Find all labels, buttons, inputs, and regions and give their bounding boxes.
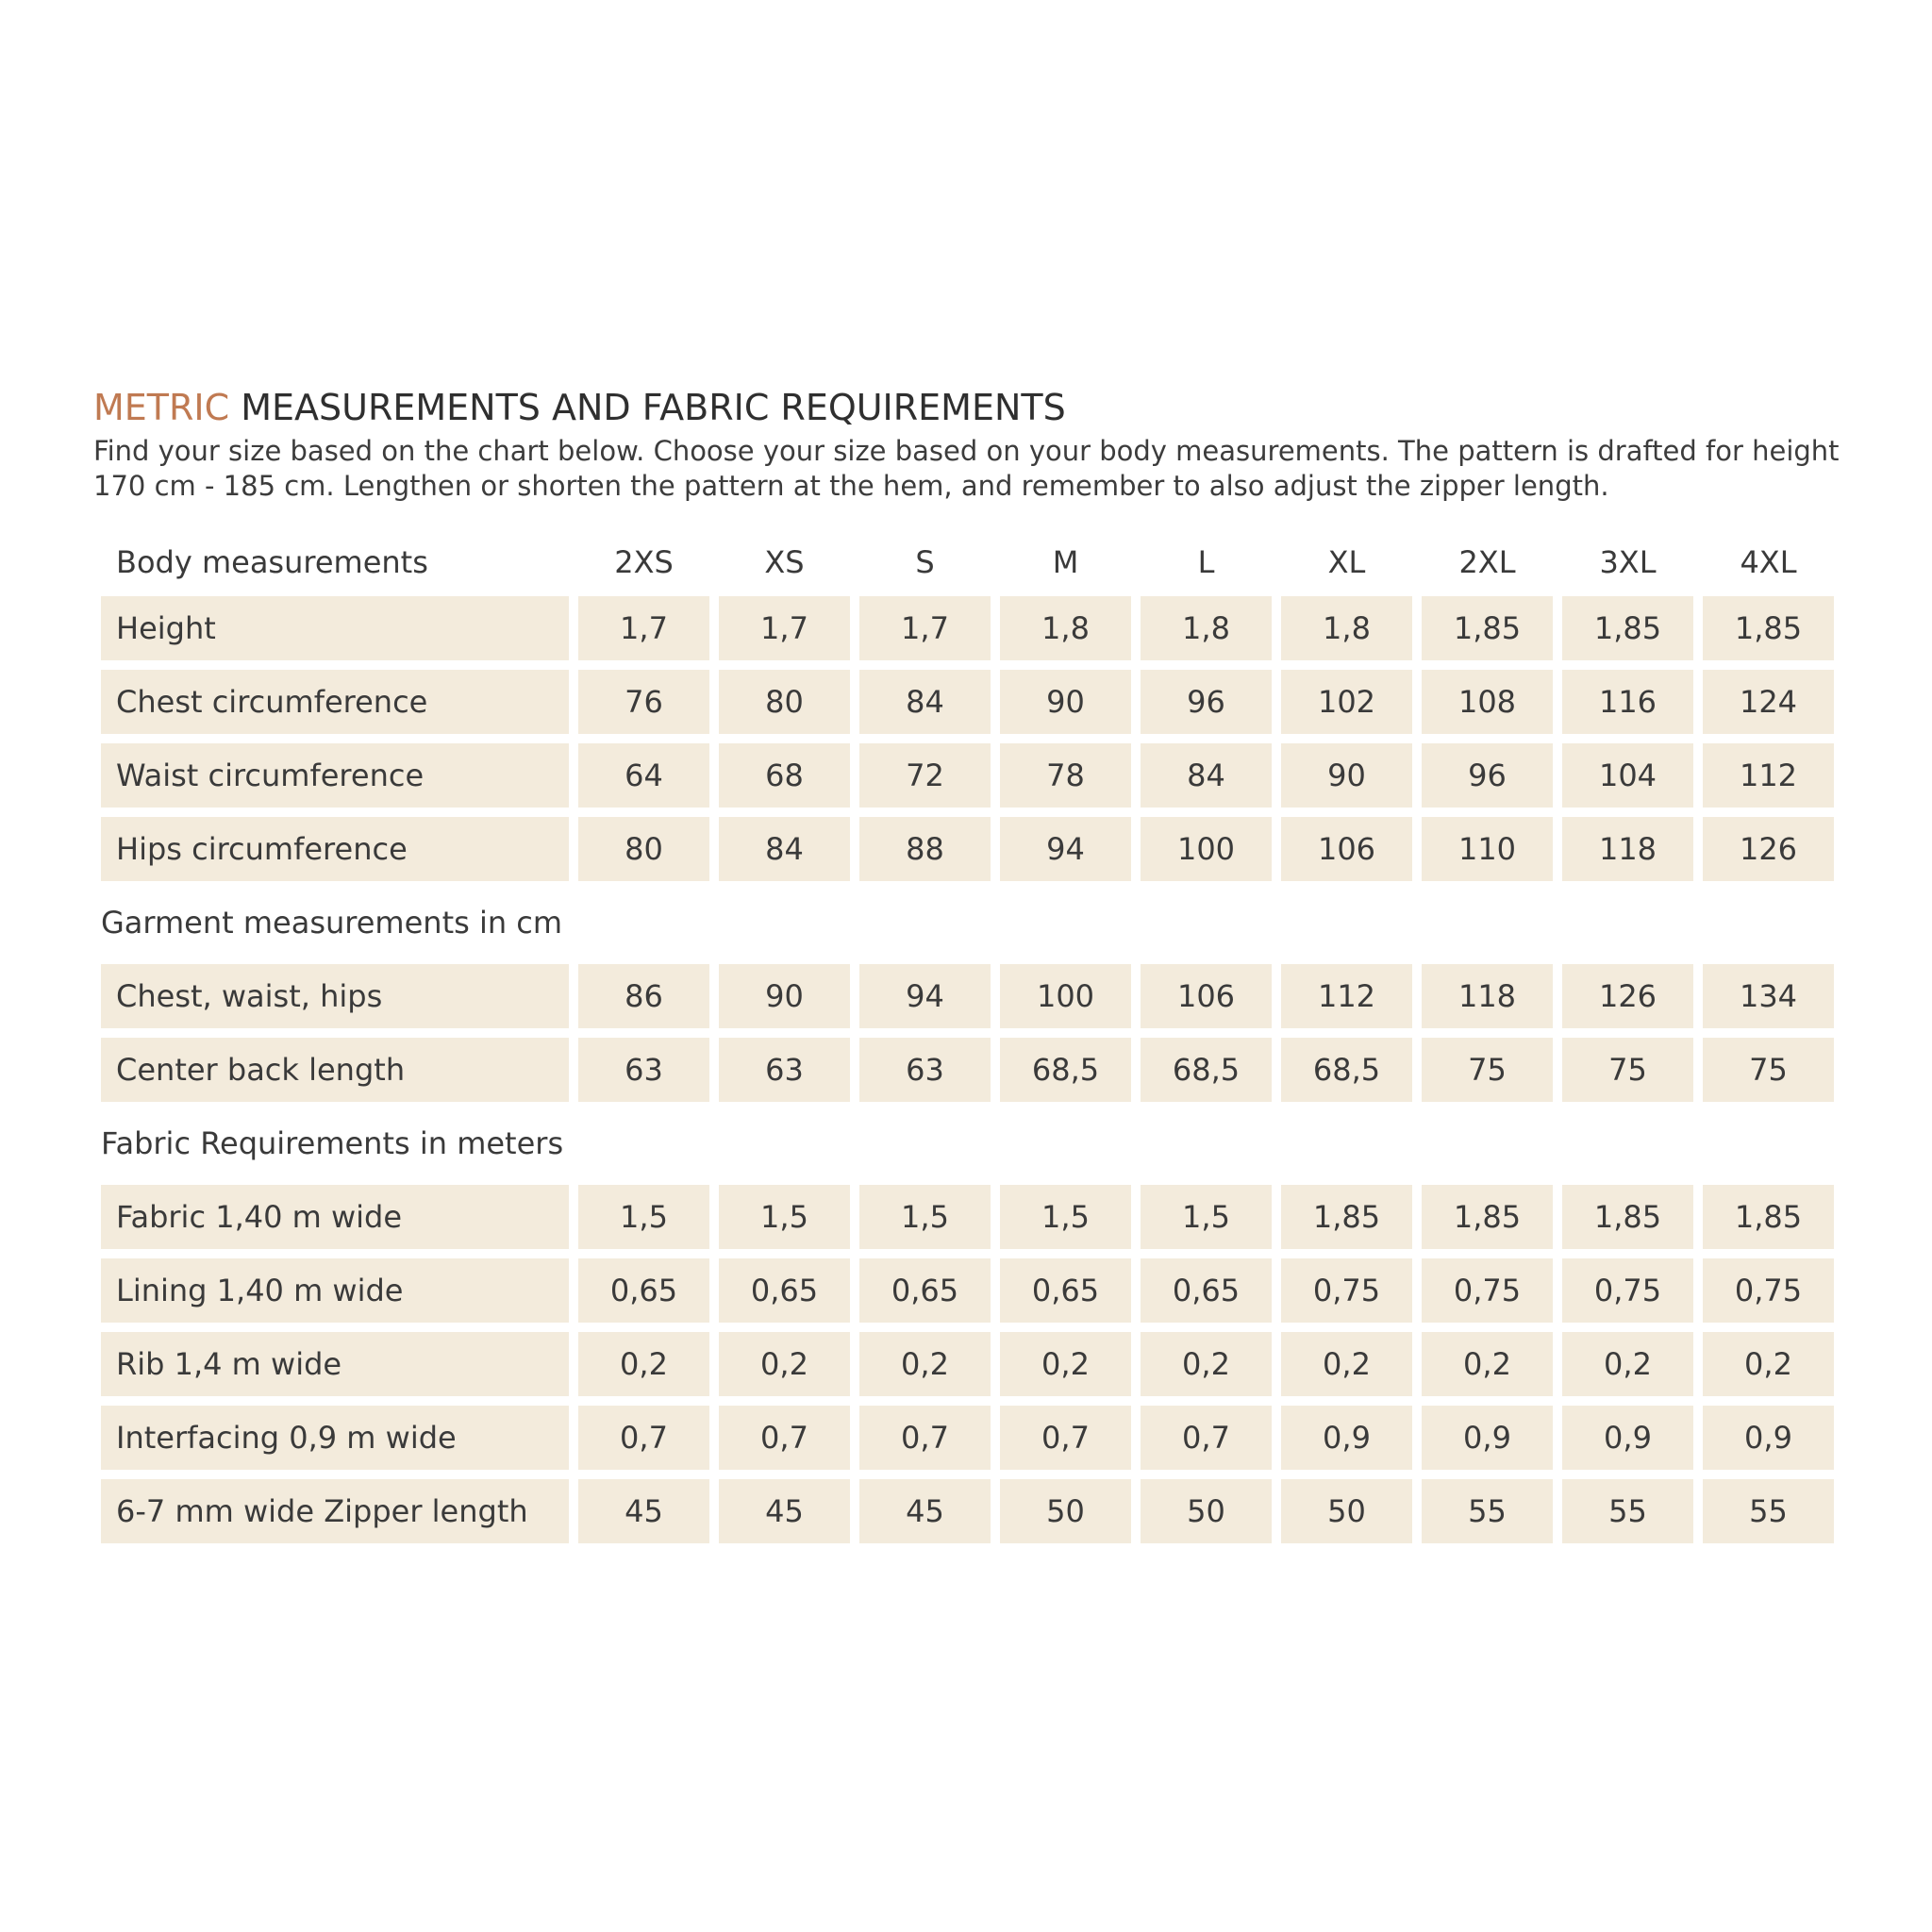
table-row <box>101 670 1834 734</box>
table-cell: 126 <box>1703 817 1834 881</box>
table-cell: 0,7 <box>1000 1406 1131 1470</box>
table-cell: 1,5 <box>578 1185 709 1249</box>
table-cell: 0,2 <box>1281 1332 1412 1396</box>
size-chart-sheet <box>93 385 1857 1543</box>
table-cell: 1,8 <box>1000 596 1131 660</box>
table-cell: 1,85 <box>1562 1185 1693 1249</box>
table-row <box>101 964 1834 1028</box>
table-cell: 102 <box>1281 670 1412 734</box>
table-cell: 1,7 <box>859 596 991 660</box>
intro-line-1: Find your size based on the chart below. Choose your size based on your body measurements. The pattern is drafted for height <box>93 435 1840 467</box>
table-cell: 80 <box>719 670 850 734</box>
table-row <box>101 596 1834 660</box>
table-cell: 0,2 <box>1141 1332 1272 1396</box>
table-cell: 90 <box>719 964 850 1028</box>
table-cell: 0,65 <box>719 1258 850 1323</box>
row-gap-cell <box>101 1470 1834 1479</box>
row-label: Chest circumference <box>101 670 569 734</box>
row-label: Rib 1,4 m wide <box>101 1332 569 1396</box>
row-gap <box>101 1323 1834 1332</box>
row-label: Chest, waist, hips <box>101 964 569 1028</box>
table-cell: 1,5 <box>859 1185 991 1249</box>
table-cell: 0,9 <box>1281 1406 1412 1470</box>
table-cell: 0,2 <box>1562 1332 1693 1396</box>
table-cell: 1,5 <box>719 1185 850 1249</box>
size-header: M <box>1052 544 1079 580</box>
table-cell: 45 <box>719 1479 850 1543</box>
section-title: Fabric Requirements in meters <box>101 1125 564 1161</box>
table-cell: 1,5 <box>1000 1185 1131 1249</box>
table-cell: 68,5 <box>1281 1038 1412 1102</box>
table-cell: 96 <box>1141 670 1272 734</box>
table-cell: 1,85 <box>1422 596 1553 660</box>
section-title: Garment measurements in cm <box>101 905 563 941</box>
row-gap-cell <box>101 660 1834 670</box>
table-cell: 134 <box>1703 964 1834 1028</box>
table-cell: 1,5 <box>1141 1185 1272 1249</box>
table-cell: 118 <box>1422 964 1553 1028</box>
table-cell: 0,7 <box>859 1406 991 1470</box>
size-header: XS <box>764 544 805 580</box>
table-cell: 0,75 <box>1703 1258 1834 1323</box>
row-gap-cell <box>101 734 1834 743</box>
table-cell: 50 <box>1000 1479 1131 1543</box>
section-header-row <box>101 881 1834 964</box>
table-cell: 118 <box>1562 817 1693 881</box>
row-gap <box>101 660 1834 670</box>
row-label: Waist circumference <box>101 743 569 808</box>
table-cell: 1,85 <box>1422 1185 1553 1249</box>
table-cell: 0,75 <box>1281 1258 1412 1323</box>
size-header: XL <box>1327 544 1366 580</box>
page-title <box>93 385 1857 430</box>
table-cell: 1,7 <box>719 596 850 660</box>
size-header: 2XL <box>1458 544 1516 580</box>
row-gap-cell <box>101 1323 1834 1332</box>
row-gap-cell <box>101 1028 1834 1038</box>
table-cell: 63 <box>719 1038 850 1102</box>
size-header: 2XS <box>614 544 674 580</box>
row-gap <box>101 1249 1834 1258</box>
table-cell: 112 <box>1703 743 1834 808</box>
table-cell: 1,85 <box>1562 596 1693 660</box>
table-row <box>101 743 1834 808</box>
table-cell: 0,9 <box>1562 1406 1693 1470</box>
section-title: Body measurements <box>116 544 428 580</box>
row-label: Hips circumference <box>101 817 569 881</box>
table-row <box>101 1038 1834 1102</box>
row-gap-cell <box>101 808 1834 817</box>
table-cell: 1,85 <box>1703 596 1834 660</box>
size-header-row <box>101 528 1834 596</box>
table-cell: 50 <box>1281 1479 1412 1543</box>
title-accent: METRIC <box>93 387 230 428</box>
table-cell: 50 <box>1141 1479 1272 1543</box>
title-rest: MEASUREMENTS AND FABRIC REQUIREMENTS <box>229 387 1066 428</box>
row-label: Height <box>101 596 569 660</box>
table-cell: 88 <box>859 817 991 881</box>
table-cell: 45 <box>859 1479 991 1543</box>
table-cell: 55 <box>1562 1479 1693 1543</box>
table-cell: 0,7 <box>1141 1406 1272 1470</box>
table-cell: 124 <box>1703 670 1834 734</box>
table-cell: 0,2 <box>1422 1332 1553 1396</box>
row-gap <box>101 1396 1834 1406</box>
row-label: Fabric 1,40 m wide <box>101 1185 569 1249</box>
table-row <box>101 1332 1834 1396</box>
section-header-row <box>101 1102 1834 1185</box>
table-cell: 96 <box>1422 743 1553 808</box>
row-gap-cell <box>101 1249 1834 1258</box>
table-cell: 112 <box>1281 964 1412 1028</box>
table-cell: 1,85 <box>1281 1185 1412 1249</box>
table-cell: 84 <box>859 670 991 734</box>
table-cell: 72 <box>859 743 991 808</box>
table-cell: 63 <box>859 1038 991 1102</box>
table-cell: 0,65 <box>578 1258 709 1323</box>
table-cell: 0,2 <box>719 1332 850 1396</box>
table-row <box>101 1479 1834 1543</box>
table-cell: 0,2 <box>1703 1332 1834 1396</box>
table-cell: 126 <box>1562 964 1693 1028</box>
table-cell: 78 <box>1000 743 1131 808</box>
table-row <box>101 817 1834 881</box>
table-cell: 94 <box>859 964 991 1028</box>
table-cell: 90 <box>1281 743 1412 808</box>
size-header: L <box>1197 544 1215 580</box>
table-cell: 0,2 <box>578 1332 709 1396</box>
table-row <box>101 1406 1834 1470</box>
table-row <box>101 1258 1834 1323</box>
table-cell: 64 <box>578 743 709 808</box>
row-gap <box>101 1470 1834 1479</box>
size-header: 3XL <box>1599 544 1657 580</box>
table-cell: 1,8 <box>1281 596 1412 660</box>
table-cell: 116 <box>1562 670 1693 734</box>
row-gap <box>101 1028 1834 1038</box>
row-label: Interfacing 0,9 m wide <box>101 1406 569 1470</box>
table-cell: 104 <box>1562 743 1693 808</box>
table-cell: 0,65 <box>1141 1258 1272 1323</box>
table-cell: 0,75 <box>1422 1258 1553 1323</box>
table-cell: 84 <box>1141 743 1272 808</box>
table-cell: 55 <box>1703 1479 1834 1543</box>
table-cell: 80 <box>578 817 709 881</box>
table-cell: 0,65 <box>859 1258 991 1323</box>
table-cell: 0,75 <box>1562 1258 1693 1323</box>
table-cell: 110 <box>1422 817 1553 881</box>
table-cell: 68,5 <box>1141 1038 1272 1102</box>
row-label: Lining 1,40 m wide <box>101 1258 569 1323</box>
row-gap-cell <box>101 1396 1834 1406</box>
table-cell: 84 <box>719 817 850 881</box>
table-cell: 0,9 <box>1422 1406 1553 1470</box>
table-cell: 94 <box>1000 817 1131 881</box>
table-cell: 45 <box>578 1479 709 1543</box>
table-row <box>101 1185 1834 1249</box>
intro-text <box>93 434 1857 504</box>
size-header: 4XL <box>1740 544 1797 580</box>
table-cell: 75 <box>1422 1038 1553 1102</box>
table-cell: 0,2 <box>859 1332 991 1396</box>
table-cell: 86 <box>578 964 709 1028</box>
measurement-table <box>92 528 1843 1543</box>
intro-line-2: 170 cm - 185 cm. Lengthen or shorten the pattern at the hem, and remember to also adjust the zipper length. <box>93 470 1609 502</box>
table-cell: 0,65 <box>1000 1258 1131 1323</box>
table-cell: 0,7 <box>578 1406 709 1470</box>
table-cell: 1,85 <box>1703 1185 1834 1249</box>
row-label: 6-7 mm wide Zipper length <box>101 1479 569 1543</box>
row-gap <box>101 734 1834 743</box>
table-cell: 0,7 <box>719 1406 850 1470</box>
table-cell: 106 <box>1141 964 1272 1028</box>
table-cell: 106 <box>1281 817 1412 881</box>
table-cell: 0,2 <box>1000 1332 1131 1396</box>
table-cell: 90 <box>1000 670 1131 734</box>
table-cell: 100 <box>1141 817 1272 881</box>
table-cell: 68,5 <box>1000 1038 1131 1102</box>
table-cell: 75 <box>1562 1038 1693 1102</box>
table-cell: 1,7 <box>578 596 709 660</box>
table-cell: 108 <box>1422 670 1553 734</box>
table-cell: 0,9 <box>1703 1406 1834 1470</box>
table-cell: 68 <box>719 743 850 808</box>
table-cell: 63 <box>578 1038 709 1102</box>
table-cell: 100 <box>1000 964 1131 1028</box>
row-gap <box>101 808 1834 817</box>
row-label: Center back length <box>101 1038 569 1102</box>
table-cell: 75 <box>1703 1038 1834 1102</box>
table-body <box>101 528 1834 1543</box>
table-cell: 55 <box>1422 1479 1553 1543</box>
table-cell: 76 <box>578 670 709 734</box>
size-header: S <box>915 544 935 580</box>
table-cell: 1,8 <box>1141 596 1272 660</box>
